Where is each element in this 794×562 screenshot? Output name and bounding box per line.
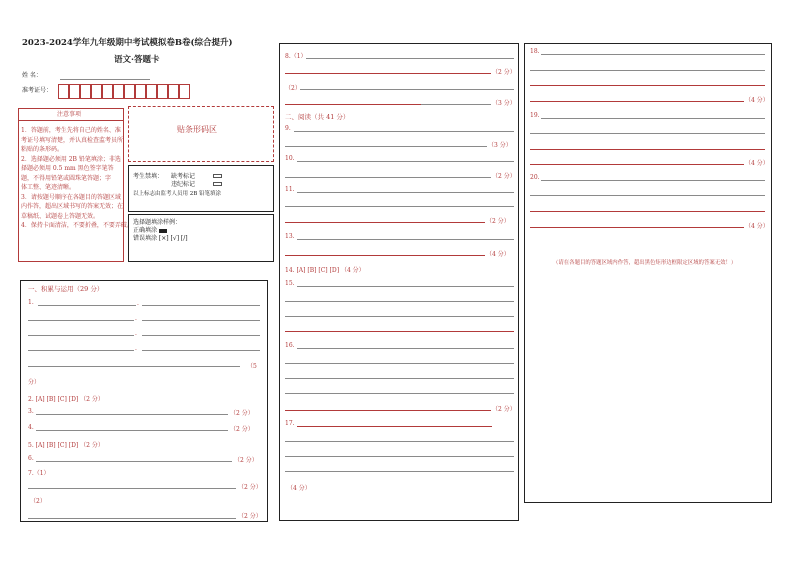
example-title: 选择题填涂样例： (133, 219, 182, 226)
absent-mark-label: 缺考标记 (171, 173, 196, 180)
q8-label: 8.（1） (285, 53, 307, 60)
violation-mark-label: 违纪标记 (171, 181, 196, 188)
q4-label: 4. (28, 424, 34, 431)
q13-score: （4 分） (486, 251, 510, 258)
notes-box (18, 108, 133, 262)
id-label: 准考证号： (22, 87, 53, 94)
name-field[interactable] (60, 79, 150, 80)
q1-score: （5 (247, 363, 257, 370)
q10-label: 10. (285, 155, 295, 162)
barcode-area (128, 106, 274, 162)
notes-text: 1．答题前，考生先将自己的姓名、准 考证号填写清楚，并认真检查监考员所 粘贴的条形码。 2．选择题必须用 2B 铅笔填涂；非选 择题必须用 0.5 mm 黑色签字笔答 题，不得用铅笔或圆珠笔答题；字 体工整、笔迹清晰。 3．请按题号顺序在各题目的答题区域 内作答，超出区域书写的答案无效；在 草稿纸、试题卷上答题无效。 4．保持卡面清洁，不要折叠，不要弄破。 (21, 127, 133, 229)
q8-2-label: （2） (285, 85, 301, 92)
barcode-label: 贴条形码区 (177, 125, 217, 134)
q9-score: （3 分） (488, 142, 512, 149)
notes-title: 注意事项 (57, 111, 82, 118)
q20-score: （4 分） (745, 223, 769, 230)
violation-mark-box[interactable] (213, 182, 222, 186)
q16-label: 16. (285, 342, 295, 349)
filled-mark-icon (159, 229, 167, 233)
q7-label: 7.（1） (28, 470, 50, 477)
example-correct: 正确填涂 (133, 227, 158, 234)
q15-label: 15. (285, 280, 295, 287)
example-box (128, 214, 274, 262)
q13-label: 13. (285, 233, 295, 240)
q14-options[interactable]: 14. [A] [B] [C] [D] （4 分） (285, 267, 365, 274)
q11-label: 11. (285, 186, 295, 193)
q16-score: （2 分） (492, 406, 516, 413)
sheet-title: 2023-2024学年九年级期中考试模拟卷B卷(综合提升) (22, 38, 233, 48)
q4-score: （2 分） (230, 426, 254, 433)
section1-title: 一、积累与运用（29 分） (28, 285, 104, 293)
column3-box (524, 43, 772, 503)
q11-score: （2 分） (486, 218, 510, 225)
q7-1-score: （2 分） (238, 484, 262, 491)
q20-label: 20. (530, 174, 540, 181)
q17-score: （4 分） (287, 485, 311, 492)
q19-score: （4 分） (745, 160, 769, 167)
q5-options[interactable]: 5. [A] [B] [C] [D] （2 分） (28, 442, 104, 449)
example-wrong: 错误填涂 [×] [√] [/] (133, 235, 188, 242)
q3-label: 3. (28, 408, 34, 415)
absent-mark-box[interactable] (213, 174, 222, 178)
answer-area-notice: （请在各题目的答题区域内作答，超出黑色矩形边框限定区域的答案无效！） (553, 260, 737, 266)
q8-2-score: （3 分） (492, 100, 516, 107)
q7-2-label: （2） (30, 498, 46, 505)
q1-score-tail: 分） (28, 379, 41, 386)
absent-note: 以上标志由监考人员用 2B 铅笔填涂 (133, 191, 222, 197)
q18-score: （4 分） (745, 97, 769, 104)
q10-score: （2 分） (492, 173, 516, 180)
section2-title: 二、阅读（共 41 分） (285, 113, 350, 121)
q19-label: 19. (530, 112, 540, 119)
q6-label: 6. (28, 455, 34, 462)
absent-box (128, 165, 274, 212)
q8-1-score: （2 分） (492, 69, 516, 76)
q2-options[interactable]: 2. [A] [B] [C] [D] （2 分） (28, 396, 104, 403)
q1-label: 1. (28, 299, 34, 306)
q18-label: 18. (530, 48, 540, 55)
sheet-subtitle: 语文·答题卡 (114, 55, 160, 65)
q7-2-score: （2 分） (238, 513, 262, 520)
q9-label: 9. (285, 125, 291, 132)
q17-label: 17. (285, 420, 295, 427)
name-label: 姓 名： (22, 72, 42, 79)
q3-score: （2 分） (230, 410, 254, 417)
q6-score: （2 分） (234, 457, 258, 464)
absent-label: 考生禁填： (133, 173, 164, 180)
